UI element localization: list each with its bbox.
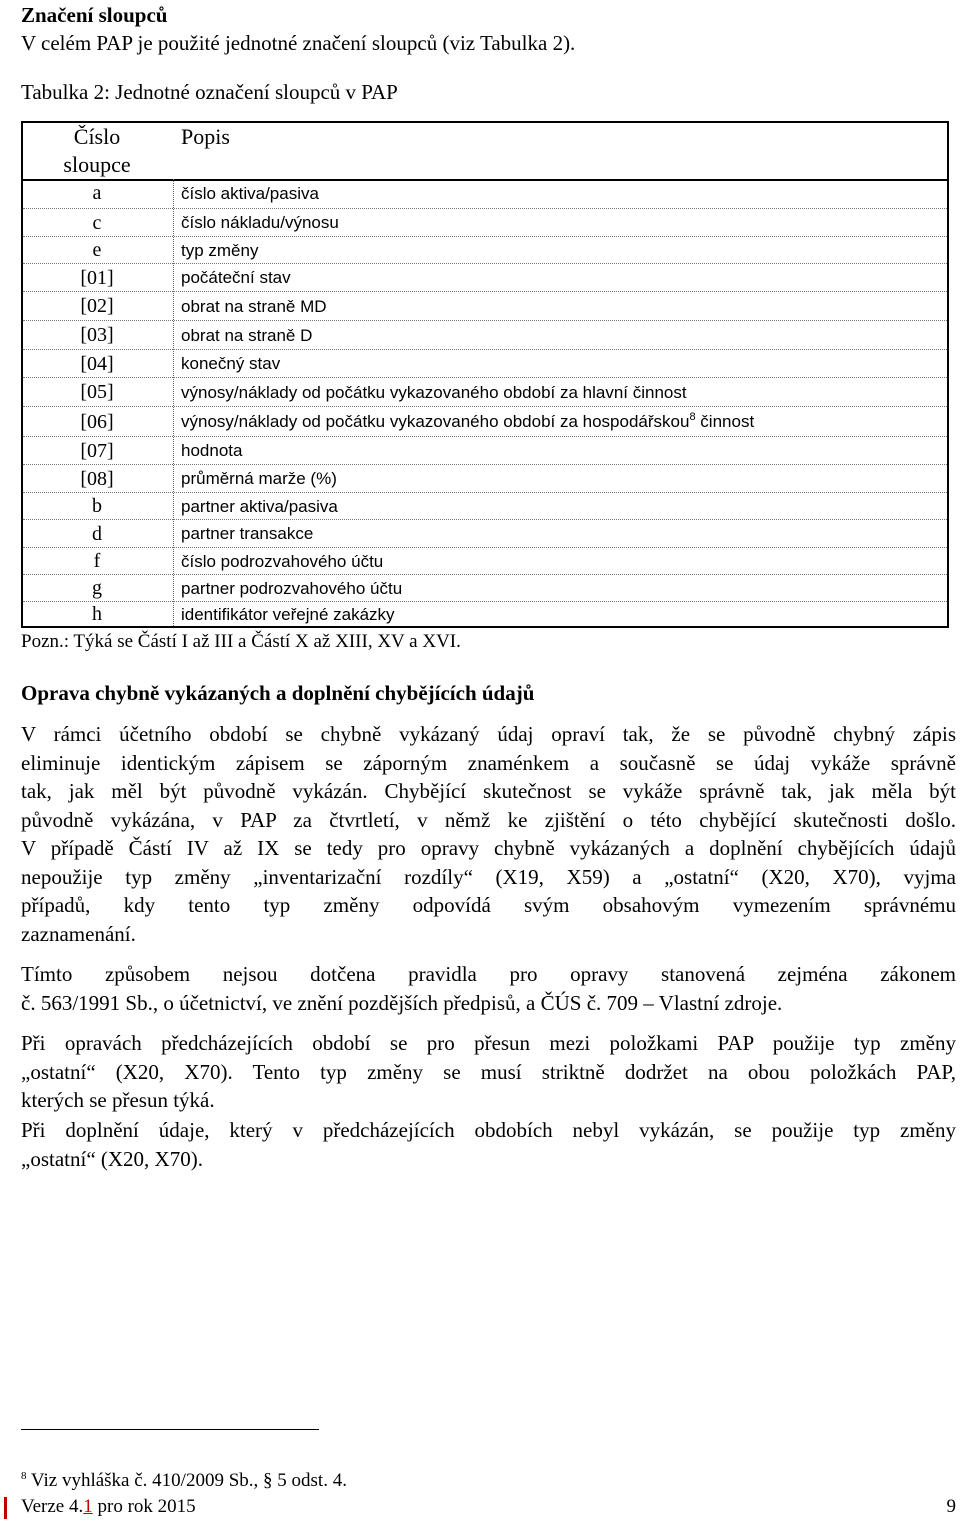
column-code: a — [92, 182, 102, 204]
column-description — [181, 520, 313, 548]
description-text: číslo podrozvahového účtu — [181, 552, 384, 571]
paragraph-line: nepoužije typ změny „inventarizační rozdíly“ (X19, X59) a „ostatní“ (X20, X70), vyjma — [21, 864, 956, 889]
table-row — [23, 236, 947, 264]
footnote-mark: 8 — [21, 1470, 27, 1482]
column-code: c — [92, 212, 102, 234]
description-text: číslo nákladu/výnosu — [181, 213, 339, 232]
table-row — [23, 492, 947, 520]
description-text: průměrná marže (%) — [181, 469, 337, 488]
footnote-text: Viz vyhláška č. 410/2009 Sb., § 5 odst. 4. — [26, 1470, 347, 1491]
column-description — [181, 407, 754, 437]
description-text: počáteční stav — [181, 268, 291, 287]
table-row — [23, 179, 947, 208]
description-text: obrat na straně MD — [181, 297, 327, 316]
paragraph-4 — [21, 1116, 956, 1173]
section-title: Značení sloupců — [21, 3, 168, 27]
paragraph-line: V rámci účetního období se chybně vykázaný údaj opraví tak, že se původně chybný zápis — [21, 722, 956, 746]
column-description — [181, 179, 319, 208]
page-number: 9 — [946, 1496, 956, 1517]
table-row — [23, 464, 947, 493]
column-code: b — [92, 495, 102, 517]
column-description — [181, 575, 402, 602]
column-code: [01] — [80, 267, 114, 289]
column-code: h — [92, 603, 102, 625]
paragraph-1 — [21, 720, 956, 948]
column-description-header: Popis — [181, 124, 230, 149]
description-text: konečný stav — [181, 354, 281, 373]
column-description — [181, 264, 291, 292]
column-code: [04] — [80, 353, 114, 375]
columns-table — [21, 121, 949, 628]
section2-title: Oprava chybně vykázaných a doplnění chybějících údajů — [21, 681, 535, 705]
paragraph-line: V případě Částí IV až IX se tedy pro opravy chybně vykázaných a doplnění chybějících údajů — [21, 836, 956, 860]
column-description — [181, 548, 383, 575]
column-description — [181, 321, 312, 350]
column-code: d — [92, 523, 102, 545]
version-prefix: Verze 4. — [21, 1496, 84, 1517]
table-row — [23, 208, 947, 237]
paragraph-line: eliminuje identickým zápisem se záporným znaménkem a současně se údaj vykáže správně — [21, 750, 956, 775]
description-text: partner podrozvahového účtu — [181, 579, 403, 598]
column-number-header-line2: sloupce — [63, 152, 131, 177]
column-code: [08] — [80, 468, 114, 490]
description-text-after: činnost — [695, 412, 755, 431]
description-text: identifikátor veřejné zakázky — [181, 605, 395, 624]
paragraph-line: kterých se přesun týká. — [21, 1088, 215, 1112]
footnote-reference: 8 — [689, 411, 696, 423]
column-number-header-line1: Číslo — [73, 124, 121, 149]
paragraph-line: Při opravách předcházejících období se pro přesun mezi položkami PAP použije typ změny — [21, 1031, 956, 1055]
column-code: f — [93, 550, 101, 572]
table-row — [23, 291, 947, 321]
column-description — [181, 602, 395, 627]
table-caption: Tabulka 2: Jednotné označení sloupců v PAP — [21, 80, 398, 104]
description-text: partner transakce — [181, 524, 314, 543]
column-code: [07] — [80, 440, 114, 462]
paragraph-2 — [21, 960, 956, 1017]
column-description — [181, 378, 687, 407]
table-row — [23, 519, 947, 548]
description-text: výnosy/náklady od počátku vykazovaného období za hlavní činnost — [181, 383, 687, 402]
table-row — [23, 377, 947, 407]
table-row — [23, 547, 947, 575]
column-code: e — [92, 239, 102, 261]
paragraph-line: „ostatní“ (X20, X70). — [21, 1146, 203, 1171]
table-row — [23, 601, 947, 627]
footnote — [21, 1469, 347, 1493]
version-suffix: pro rok 2015 — [92, 1496, 196, 1517]
table-row — [23, 349, 947, 378]
table-row — [23, 320, 947, 350]
paragraph-line: „ostatní“ (X20, X70). Tento typ změny se musí striktně dodržet na obou položkách PAP, — [21, 1059, 956, 1084]
paragraph-line: zaznamenání. — [21, 921, 136, 946]
column-code: g — [92, 577, 102, 599]
table-row — [23, 406, 947, 437]
paragraph-line: původně vykázána, v PAP za čtvrtletí, v němž ke zjištění o této chybějící skutečnosti došlo. — [21, 807, 956, 832]
description-text: partner aktiva/pasiva — [181, 497, 338, 516]
column-number-header — [23, 123, 171, 179]
column-description — [181, 493, 338, 520]
description-text: typ změny — [181, 241, 259, 260]
table-header — [23, 123, 947, 181]
column-description — [181, 465, 337, 493]
table-note: Pozn.: Týká se Částí I až III a Částí X až XIII, XV a XVI. — [21, 631, 461, 652]
column-code: [06] — [80, 411, 114, 433]
intro-text: V celém PAP je použité jednotné značení sloupců (viz Tabulka 2). — [21, 31, 576, 55]
paragraph-line: Tímto způsobem nejsou dotčena pravidla pro opravy stanovená zejména zákonem — [21, 962, 956, 986]
table-row — [23, 574, 947, 602]
column-code: [05] — [80, 381, 114, 403]
description-text: výnosy/náklady od počátku vykazovaného období za hospodářskou — [181, 412, 690, 431]
column-description — [181, 437, 242, 465]
paragraph-3 — [21, 1029, 956, 1115]
paragraph-line: případů, kdy tento typ změny odpovídá svým obsahovým vymezením správnému — [21, 893, 956, 917]
version-revision: 1 — [83, 1496, 93, 1517]
column-code: [02] — [80, 295, 114, 317]
column-description — [181, 292, 327, 321]
change-bar — [4, 1497, 7, 1519]
description-text: hodnota — [181, 441, 243, 460]
column-description — [181, 350, 280, 378]
description-text: číslo aktiva/pasiva — [181, 184, 319, 203]
column-description — [181, 237, 258, 264]
table-row — [23, 436, 947, 465]
paragraph-line: Při doplnění údaje, který v předcházejících obdobích nebyl vykázán, se použije typ změny — [21, 1118, 956, 1142]
description-text: obrat na straně D — [181, 326, 313, 345]
column-description — [181, 209, 339, 237]
footer-version — [21, 1495, 196, 1519]
column-code: [03] — [80, 324, 114, 346]
paragraph-line: tak, jak měl být původně vykázán. Chybějící skutečnost se vykáže správně tak, jak měla být — [21, 779, 956, 803]
footnote-separator — [21, 1429, 319, 1430]
paragraph-line: č. 563/1991 Sb., o účetnictví, ve znění pozdějších předpisů, a ČÚS č. 709 – Vlastní zdroje. — [21, 990, 783, 1015]
table-row — [23, 263, 947, 292]
